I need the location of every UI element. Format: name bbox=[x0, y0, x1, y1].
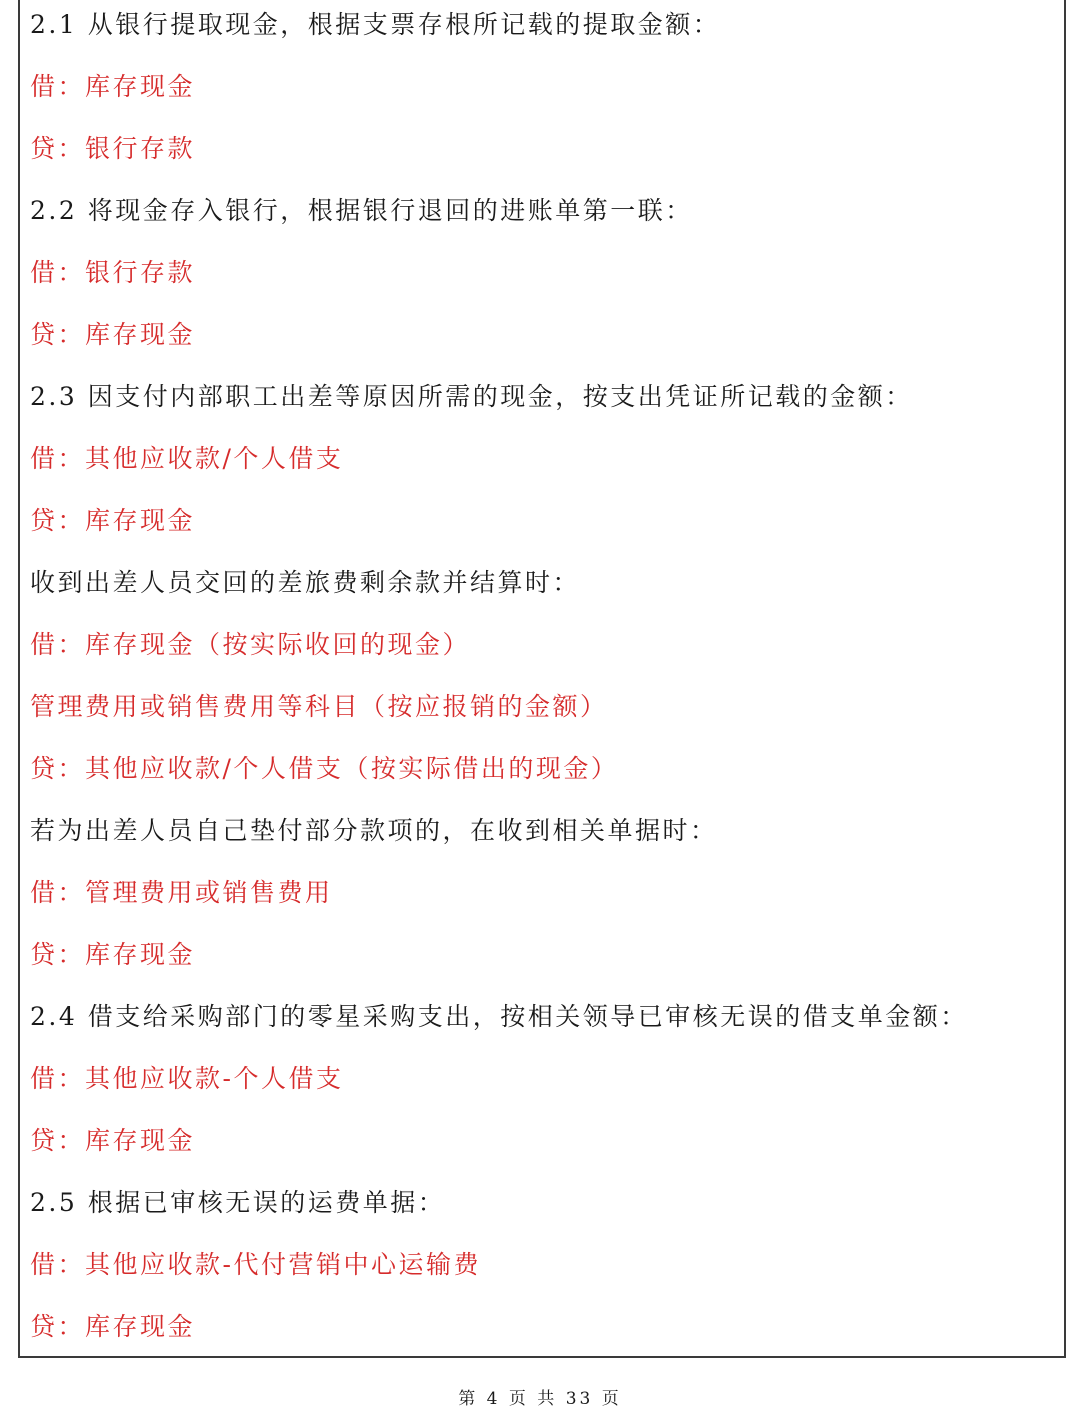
page-number-footer: 第 4 页 共 33 页 bbox=[458, 1389, 622, 1409]
journal-entry-debit: 借：库存现金 bbox=[30, 72, 196, 101]
section-heading-2-5: 2.5 根据已审核无误的运费单据： bbox=[30, 1188, 446, 1217]
journal-entry-debit-line: 管理费用或销售费用等科目（按应报销的金额） bbox=[30, 692, 608, 721]
section-heading-2-3: 2.3 因支付内部职工出差等原因所需的现金，按支出凭证所记载的金额： bbox=[30, 382, 913, 411]
journal-entry-debit: 借：银行存款 bbox=[30, 258, 196, 287]
journal-entry-credit: 贷：其他应收款/个人借支（按实际借出的现金） bbox=[30, 754, 619, 783]
journal-entry-debit: 借：库存现金（按实际收回的现金） bbox=[30, 630, 471, 659]
journal-entry-debit: 借：其他应收款/个人借支 bbox=[30, 444, 344, 473]
journal-entry-credit: 贷：银行存款 bbox=[30, 134, 196, 163]
journal-entry-credit: 贷：库存现金 bbox=[30, 320, 196, 349]
journal-entry-debit: 借：管理费用或销售费用 bbox=[30, 878, 333, 907]
paragraph-text: 收到出差人员交回的差旅费剩余款并结算时： bbox=[30, 568, 581, 597]
section-heading-2-2: 2.2 将现金存入银行，根据银行退回的进账单第一联： bbox=[30, 196, 693, 225]
journal-entry-credit: 贷：库存现金 bbox=[30, 1126, 196, 1155]
journal-entry-debit: 借：其他应收款-代付营销中心运输费 bbox=[30, 1250, 481, 1279]
journal-entry-credit: 贷：库存现金 bbox=[30, 1312, 196, 1341]
journal-entry-credit: 贷：库存现金 bbox=[30, 940, 196, 969]
section-heading-2-4: 2.4 借支给采购部门的零星采购支出，按相关领导已审核无误的借支单金额： bbox=[30, 1002, 968, 1031]
section-heading-2-1: 2.1 从银行提取现金，根据支票存根所记载的提取金额： bbox=[30, 10, 721, 39]
journal-entry-credit: 贷：库存现金 bbox=[30, 506, 196, 535]
journal-entry-debit: 借：其他应收款-个人借支 bbox=[30, 1064, 344, 1093]
paragraph-text: 若为出差人员自己垫付部分款项的，在收到相关单据时： bbox=[30, 816, 718, 845]
